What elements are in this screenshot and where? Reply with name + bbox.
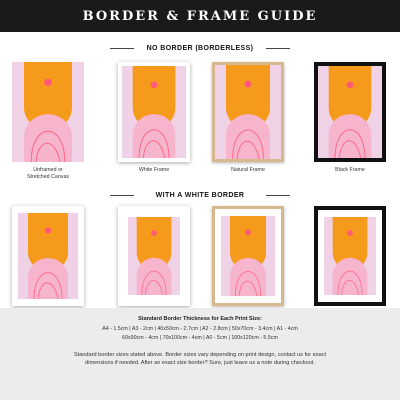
section-header-borderless: [0, 42, 400, 54]
caption: Black Frame: [335, 167, 365, 173]
footer-note-line: Standard border sizes stated above. Border sizes vary depending on print design, contact us for exact: [73, 352, 327, 358]
section-title: NO BORDER (BORDERLESS): [141, 45, 260, 52]
frame-preview: [212, 62, 284, 162]
frame-preview: [118, 62, 190, 162]
example-unframed: [12, 62, 84, 181]
art-pink-dot: [45, 227, 51, 233]
example-natural-frame-bordered: [212, 206, 284, 318]
frame-preview: [12, 206, 84, 306]
divider-right: [266, 195, 290, 196]
artwork: [324, 217, 376, 295]
page-title: BORDER & FRAME GUIDE: [82, 8, 318, 24]
artwork: [18, 213, 78, 299]
example-black-frame: [314, 62, 386, 174]
footer-note-line: dimensions if needed. After an exact size border? Sure, just leave us a note during checkout.: [85, 360, 315, 366]
section-title: WITH A WHITE BORDER: [150, 192, 251, 199]
example-white-frame-bordered: [118, 206, 190, 318]
divider-right: [266, 48, 290, 49]
caption: Natural Frame: [231, 167, 265, 173]
artwork-area: [318, 66, 382, 158]
frame-preview: [118, 206, 190, 306]
footer-panel: [0, 308, 400, 400]
artwork-area: [122, 66, 186, 158]
artwork-area: [324, 217, 376, 295]
artwork-area: [221, 216, 275, 296]
artwork: [122, 66, 186, 158]
art-pink-dot: [347, 81, 354, 88]
artwork-area: [215, 65, 281, 159]
example-white-frame: [118, 62, 190, 174]
divider-left: [110, 195, 134, 196]
size-list-line: 60x90cm - 4cm | 70x100cm - 4cm | A0 - 5cm | 100x120cm - 5.5cm: [122, 335, 278, 341]
example-black-frame-bordered: [314, 206, 386, 318]
frame-preview: [314, 206, 386, 306]
frame-preview: [12, 62, 84, 162]
artwork: [221, 216, 275, 296]
art-pink-dot: [244, 81, 251, 88]
art-pink-dot: [245, 229, 251, 235]
artwork: [318, 66, 382, 158]
size-list-line: A4 - 1.5cm | A3 - 2cm | 40x50cm - 2.7cm | A2 - 2.8cm | 50x70cm - 3.4cm | A1 - 4cm: [102, 326, 298, 332]
artwork-area: [18, 213, 78, 299]
artwork: [215, 65, 281, 159]
art-pink-dot: [151, 230, 157, 236]
header-bar: [0, 0, 400, 32]
art-pink-dot: [347, 230, 353, 236]
footer-title: Standard Border Thickness for Each Print Size:: [138, 316, 262, 322]
caption: Unframed or Stretched Canvas: [26, 167, 70, 180]
example-natural-frame: [212, 62, 284, 174]
artwork-area: [12, 62, 84, 162]
artwork-area: [128, 217, 180, 295]
artwork: [128, 217, 180, 295]
artwork: [12, 62, 84, 162]
art-pink-dot: [151, 81, 158, 88]
art-pink-dot: [44, 79, 52, 86]
section-header-white-border: [0, 189, 400, 201]
frame-preview: [314, 62, 386, 162]
divider-left: [110, 48, 134, 49]
frame-preview: [212, 206, 284, 306]
caption: White Frame: [138, 167, 170, 173]
